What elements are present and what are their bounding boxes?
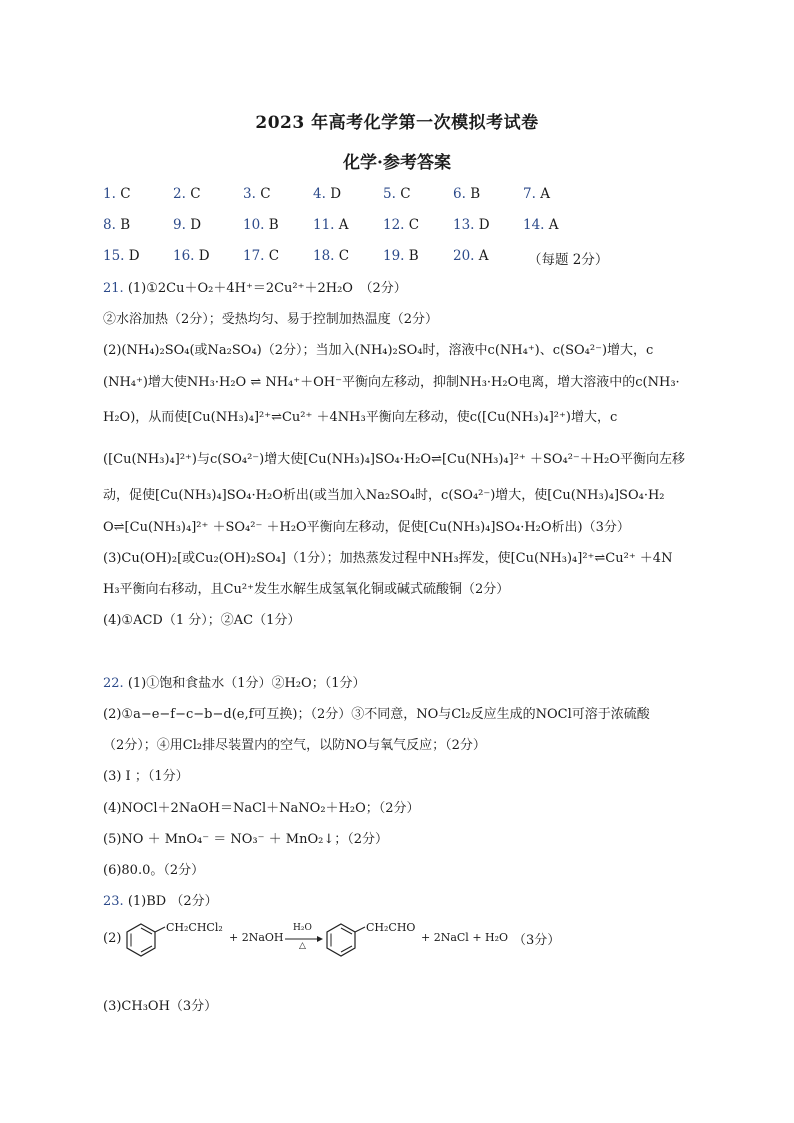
arrow-condition-top: H₂O [293,923,312,933]
q22-line-4: (3) I ；（1分） [103,769,189,784]
q21-line-1: 21. (1)①2Cu＋O₂＋4H⁺＝2Cu²⁺＋2H₂O （2分） [103,281,407,296]
q21-line-5: H₂O)，从而使[Cu(NH₃)₄]²⁺⇌Cu²⁺ ＋4NH₃平衡向左移动，使c([Cu(NH₃)₄]²⁺)增大，c [103,410,618,425]
mcq-item: 14. A [523,217,559,233]
q22-line-1: 22. (1)①饱和食盐水（1分）②H₂O；（1分） [103,676,366,691]
q21-line-2: ②水浴加热（2分）；受热均匀、易于控制加热温度（2分） [103,312,439,327]
question-number: 21. [103,281,124,296]
mcq-item: 4. D [313,186,342,202]
mcq-item: 9. D [173,217,202,233]
mcq-item: 3. C [243,186,271,202]
q22-line-2: (2)①a−e−f−c−b−d(e,f可互换)；（2分）③不同意，NO与Cl₂反应生成的NOCl可溶于浓硫酸 [103,707,650,722]
q22-line-7: (6)80.0。（2分） [103,863,205,878]
q23-line-1: 23. (1)BD （2分） [103,894,218,909]
reactant-substituent: CH₂CHCl₂ [166,921,223,934]
mcq-item: 17. C [243,248,280,264]
q21-line-9: (3)Cu(OH)₂[或Cu₂(OH)₂SO₄]（1分）；加热蒸发过程中NH₃挥发，使[Cu(NH₃)₄]²⁺⇌Cu²⁺ ＋4N [103,551,673,566]
byproducts: + 2NaCl + H₂O [421,931,509,944]
q21-line-6: ([Cu(NH₃)₄]²⁺)与c(SO₄²⁻)增大使[Cu(NH₃)₄]SO₄·H₂O⇌[Cu(NH₃)₄]²⁺ ＋SO₄²⁻＋H₂O平衡向左移 [103,452,685,467]
mcq-item: 19. B [383,248,419,264]
mcq-item: 16. D [173,248,210,264]
reaction-equation [103,918,663,962]
mcq-item: 13. D [453,217,490,233]
mcq-item: 8. B [103,217,131,233]
benzene-ring-icon [127,924,165,956]
q21-line-8: O⇌[Cu(NH₃)₄]²⁺ ＋SO₄²⁻ ＋H₂O平衡向左移动，促使[Cu(NH₃)₄]SO₄·H₂O析出)（3分） [103,520,630,535]
reagent: + 2NaOH [229,931,284,944]
q23-line-3: (3)CH₃OH（3分） [103,999,218,1014]
q22-line-5: (4)NOCl＋2NaOH＝NaCl＋NaNO₂＋H₂O；（2分） [103,801,420,816]
page-subtitle: 化学·参考答案 [343,153,451,173]
mcq-score-note: （每题 2分） [528,252,609,268]
q21-line-7: 动，促使[Cu(NH₃)₄]SO₄·H₂O析出(或当加入Na₂SO₄时，c(SO₄²⁻)增大，使[Cu(NH₃)₄]SO₄·H₂ [103,488,665,503]
mcq-item: 2. C [173,186,201,202]
mcq-item: 7. A [523,186,550,202]
mcq-item: 1. C [103,186,131,202]
question-number: 22. [103,676,124,691]
q21-line-3: (2)(NH₄)₂SO₄(或Na₂SO₄)（2分）；当加入(NH₄)₂SO₄时，溶液中c(NH₄⁺)、c(SO₄²⁻)增大，c [103,343,654,358]
page-title: 2023 年高考化学第一次模拟考试卷 [255,113,539,133]
mcq-item: 18. C [313,248,350,264]
rxn-score: （3分） [513,933,561,948]
q22-line-3: （2分）；④用Cl₂排尽装置内的空气，以防NO与氧气反应；（2分） [103,738,486,753]
product-substituent: CH₂CHO [366,921,416,934]
benzene-ring-icon [327,924,365,956]
mcq-item: 12. C [383,217,420,233]
arrow-condition-bottom: △ [299,941,306,951]
mcq-item: 10. B [243,217,279,233]
mcq-item: 6. B [453,186,481,202]
mcq-item: 20. A [453,248,489,264]
q21-line-10: H₃平衡向右移动，且Cu²⁺发生水解生成氢氧化铜或碱式硫酸铜（2分） [103,582,510,597]
mcq-item: 11. A [313,217,349,233]
q22-line-6: (5)NO ＋ MnO₄⁻ ＝ NO₃⁻ ＋ MnO₂↓；（2分） [103,832,388,847]
q21-line-4: (NH₄⁺)增大使NH₃·H₂O ⇌ NH₄⁺＋OH⁻平衡向左移动，抑制NH₃·H₂O电离，增大溶液中的c(NH₃· [103,375,680,390]
q21-line-11: (4)①ACD（1 分）；②AC（1分） [103,613,301,628]
mcq-item: 15. D [103,248,140,264]
mcq-item: 5. C [383,186,411,202]
rxn-prefix: (2) [103,931,122,946]
question-number: 23. [103,894,124,909]
